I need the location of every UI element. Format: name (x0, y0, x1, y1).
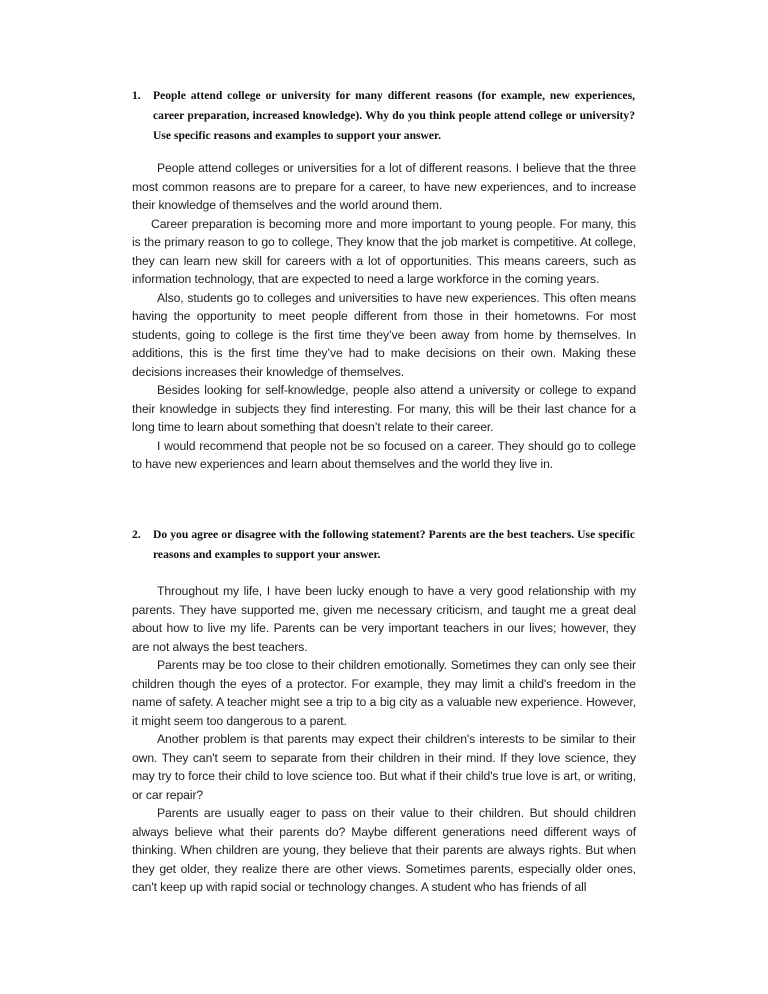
paragraph: Throughout my life, I have been lucky enough to have a very good relationship with my parents. They have supported me, given me necessary criticism, and taught me a great deal about how to live my life. Parents can be very important teachers in our lives; however, they are not always the best teachers. (132, 584, 636, 654)
paragraph: People attend colleges or universities for a lot of different reasons. I believe that the three most common reasons are to prepare for a career, to have new experiences, and to increase their knowledge of themselves and the world around them. (132, 161, 636, 212)
question-prompt: People attend college or university for many different reasons (for example, new experiences, career preparation, increased knowledge). Why do you think people attend college or university? Use specific reasons and examples to support your answer. (153, 89, 635, 142)
question-number: 1. (132, 89, 141, 102)
question-number: 2. (132, 528, 141, 541)
answer-1 (132, 159, 636, 474)
paragraph: Also, students go to colleges and universities to have new experiences. This often means having the opportunity to meet people different from those in their hometowns. For most students, going to college is the first time they’ve been away from home by themselves. In additions, this is the first time they’ve had to make decisions on their own. Making these decisions increases their knowledge of themselves. (132, 290, 636, 379)
paragraph: Parents may be too close to their children emotionally. Sometimes they can only see their children though the eyes of a protector. For example, they may limit a child's freedom in the name of safety. A teacher might see a trip to a big city as a valuable new experience. However, it might seem too dangerous to a parent. (132, 658, 636, 728)
question-prompt: Do you agree or disagree with the following statement? Parents are the best teachers. Use specific reasons and examples to support your answer. (153, 528, 635, 561)
question-1 (132, 86, 635, 146)
paragraph: Besides looking for self-knowledge, people also attend a university or college to expand their knowledge in subjects they find interesting. For many, this will be their last chance for a long time to learn about something that doesn’t relate to their career. (132, 383, 636, 434)
answer-2 (132, 582, 636, 897)
paragraph: I would recommend that people not be so focused on a career. They should go to college to have new experiences and learn about themselves and the world they live in. (132, 438, 636, 471)
paragraph: Parents are usually eager to pass on their value to their children. But should children always believe what their parents do? Maybe different generations need different ways of thinking. When children are young, they believe that their parents are always rights. But when they get older, they realize there are other views. Sometimes parents, especially older ones, can't keep up with rapid social or technology changes. A student who has friends of all (132, 806, 636, 894)
paragraph: Another problem is that parents may expect their children's interests to be similar to their own. They can't seem to separate from their children in their mind. If they love science, they may try to force their child to love science too. But what if their child's true love is art, or writing, or car repair? (132, 732, 636, 802)
question-2 (132, 525, 635, 565)
paragraph: Career preparation is becoming more and more important to young people. For many, this is the primary reason to go to college, They know that the job market is competitive. At college, they can learn new skill for careers with a lot of opportunities. This means careers, such as information technology, that are expected to need a large workforce in the coming years. (132, 216, 636, 286)
